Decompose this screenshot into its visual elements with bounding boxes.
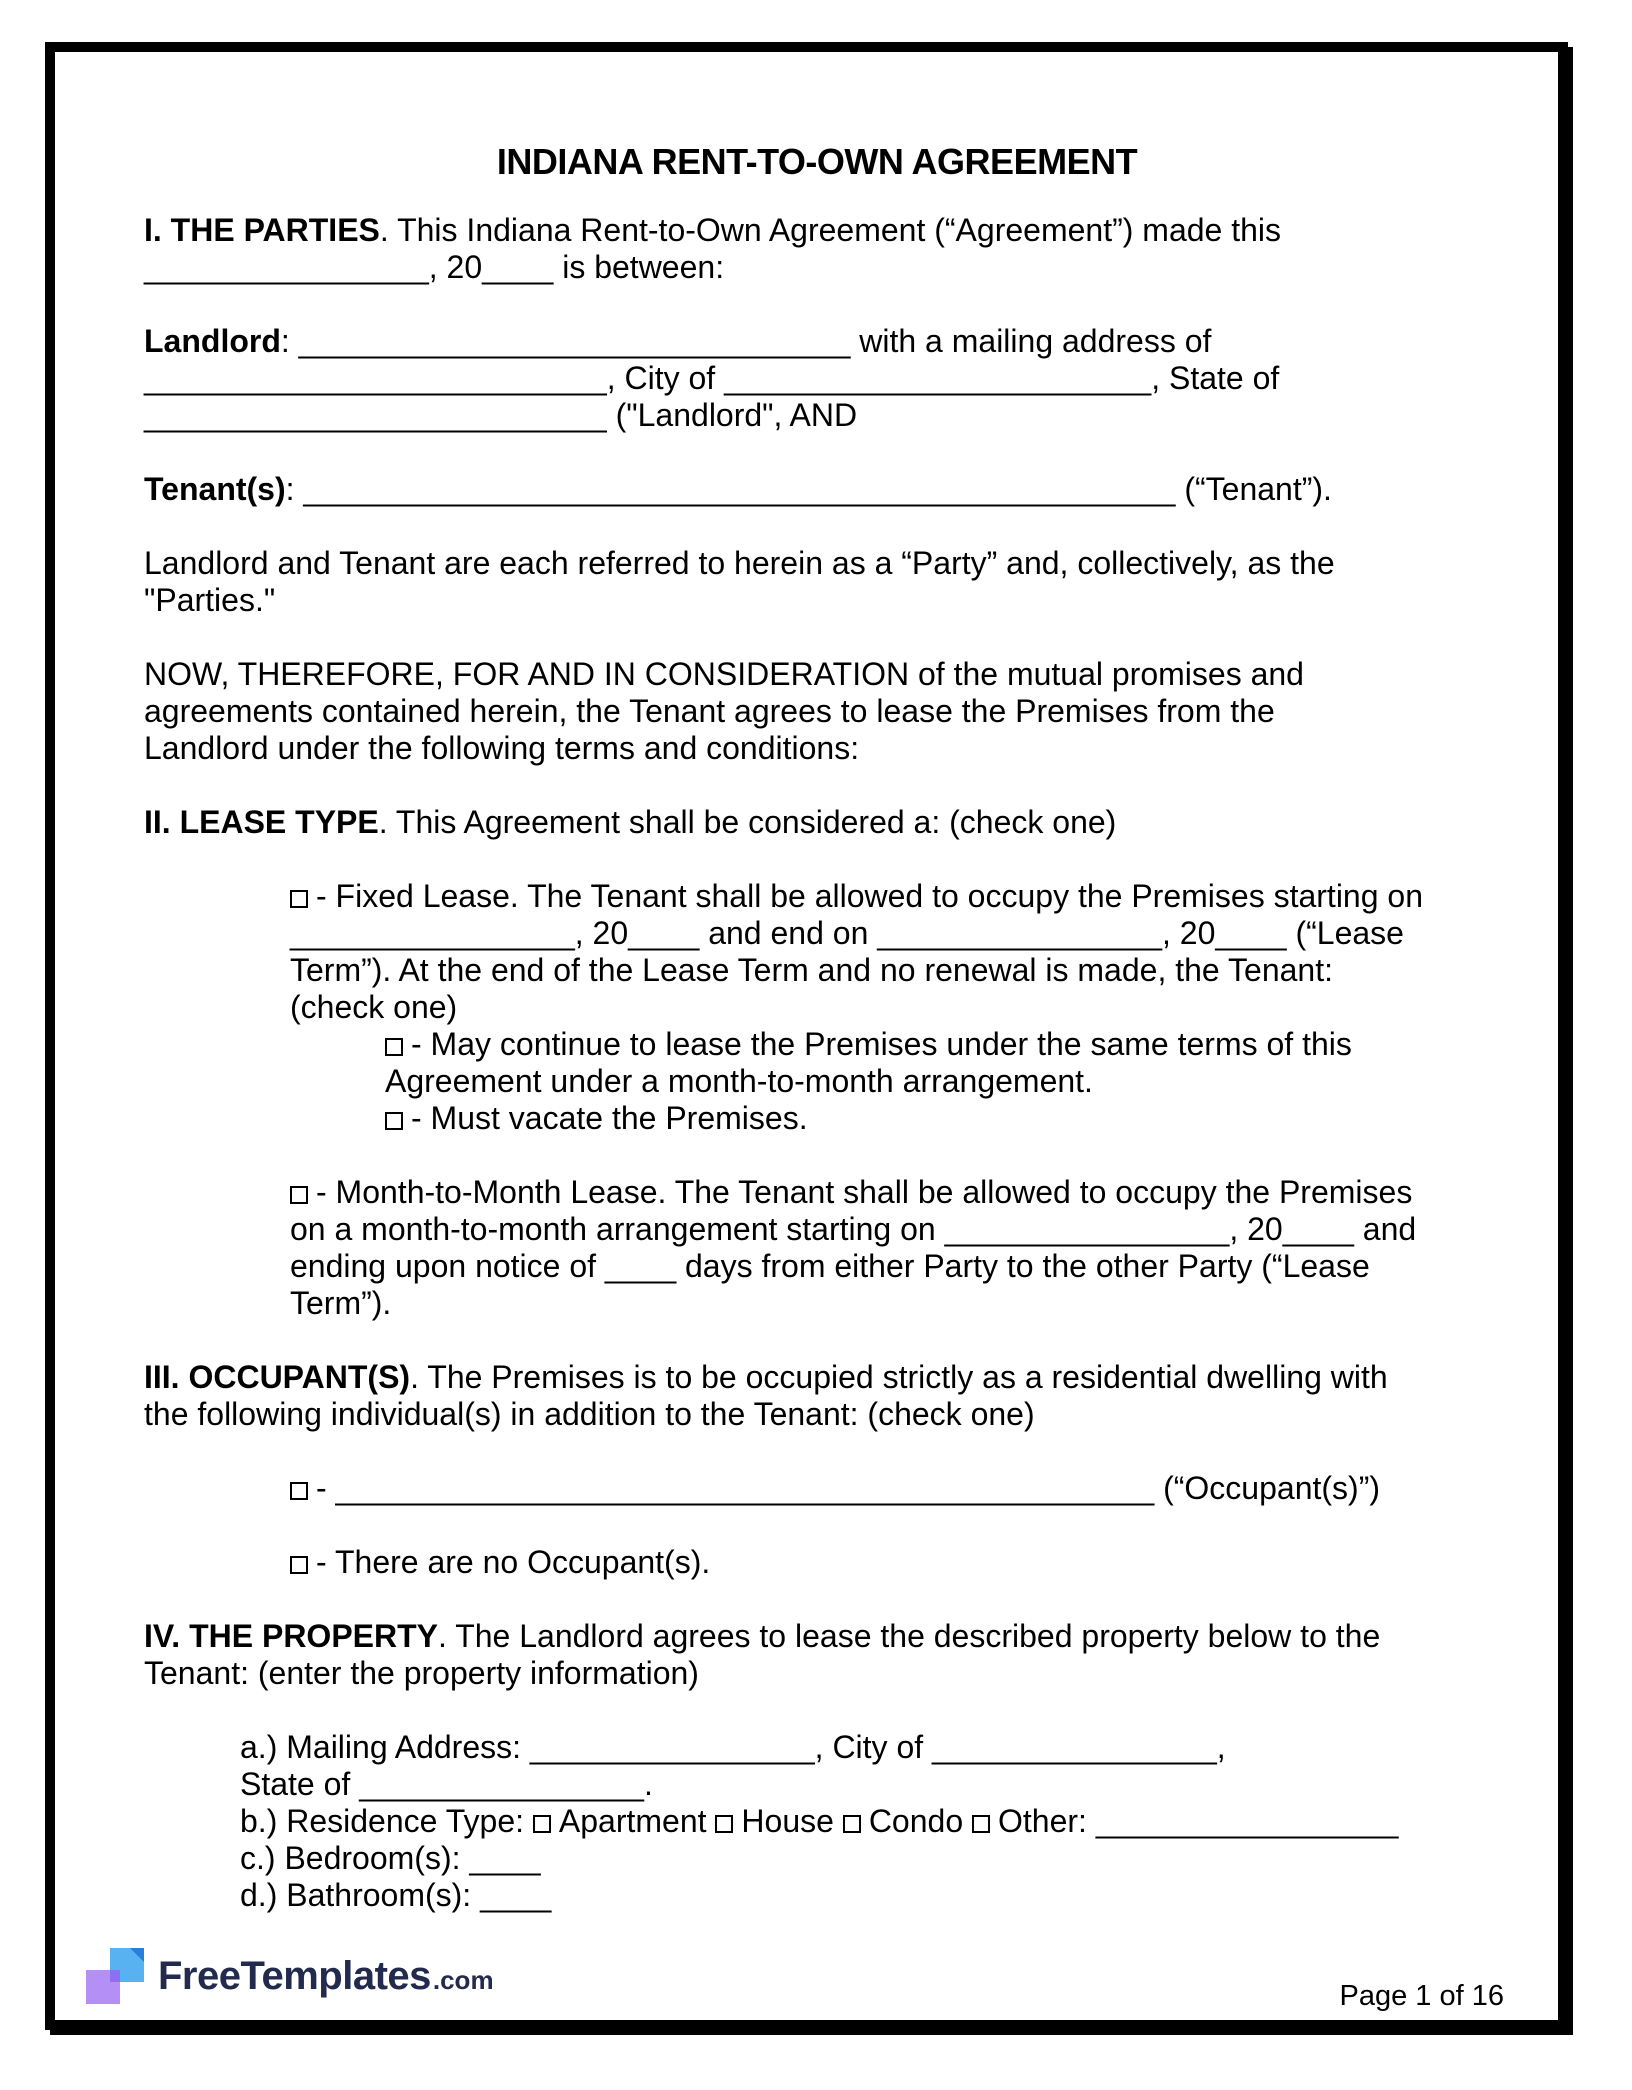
para-option-continue: - May continue to lease the Premises under the same terms of this Agreement under a month-to-month arrangement. [385, 1026, 1352, 1099]
checkbox-residence-condo[interactable] [843, 1815, 861, 1833]
para-property-details [240, 1729, 1490, 1914]
brand-name: FreeTemplates [158, 1953, 431, 1998]
section-parties-text: . This Indiana Rent-to-Own Agreement (“Agreement”) made this [379, 212, 1282, 248]
section-parties [144, 212, 1490, 286]
section-property-text: . The Landlord agrees to lease the described property below to the [438, 1618, 1381, 1654]
section-tenant [144, 471, 1490, 508]
para-parties-collective: Landlord and Tenant are each referred to herein as a “Party” and, collectively, as the "Parties." [144, 545, 1335, 618]
para-month-to-month: - Month-to-Month Lease. The Tenant shall be allowed to occupy the Premises on a month-to-month arrangement starting on ________________, 20____ and ending upon notice of ____ days from either Party to the other Party (“Lease Term”). [290, 1174, 1490, 1322]
page-number: Page 1 of 16 [1339, 1980, 1504, 2012]
logo-overlap-icon [110, 1970, 120, 1982]
landlord-state-blank-line: __________________________ ("Landlord", AND [144, 397, 858, 433]
brand-logo [86, 1948, 494, 2004]
para-consideration: NOW, THEREFORE, FOR AND IN CONSIDERATION of the mutual promises and agreements contained herein, the Tenant agrees to lease the Premises from the Landlord under the following terms and conditions: [144, 656, 1304, 766]
checkbox-occupants-named[interactable] [290, 1482, 308, 1500]
logo-fold-corner-icon [130, 1948, 144, 1962]
residence-other-blank: Other: _________________ [998, 1803, 1399, 1839]
tenant-label: Tenant(s) [144, 471, 286, 507]
section-property-heading: IV. THE PROPERTY [144, 1618, 438, 1654]
section-occupants: III. OCCUPANT(S). The Premises is to be occupied strictly as a residential dwelling with the following individual(s) in addition to the Tenant: (check one) [144, 1359, 1388, 1432]
property-item-a-state: State of ________________. [240, 1766, 653, 1802]
brand-tld: .com [432, 1964, 494, 1995]
para-fixed-lease: - Fixed Lease. The Tenant shall be allowed to occupy the Premises starting on ________________, 20____ and end on ________________, 20____ (“Lease Term”). At the end of the Lease Term and no renewal is made, the Tenant: (check one) [290, 878, 1490, 1026]
section-lease-type-heading: II. LEASE TYPE [144, 804, 379, 840]
checkbox-continue-month-to-month[interactable] [385, 1038, 403, 1056]
property-item-a: a.) Mailing Address: ________________, City of ________________, [240, 1729, 1226, 1765]
section-property: IV. THE PROPERTY. The Landlord agrees to lease the described property below to the Tenant: (enter the property information) [144, 1618, 1381, 1691]
section-parties-heading: I. THE PARTIES [144, 212, 380, 248]
page-title: INDIANA RENT-TO-OWN AGREEMENT [496, 141, 1138, 182]
checkbox-must-vacate[interactable] [385, 1112, 403, 1130]
occupant-names-blank: - ______________________________________________ (“Occupant(s)”) [316, 1470, 1380, 1506]
document-body [144, 140, 1490, 1951]
checkbox-residence-apartment[interactable] [533, 1815, 551, 1833]
checkbox-month-to-month-lease[interactable] [290, 1186, 308, 1204]
parties-date-blank-line: ________________, 20____ is between: [144, 249, 725, 285]
checkbox-fixed-lease[interactable] [290, 890, 308, 908]
para-option-vacate: - Must vacate the Premises. [385, 1100, 1490, 1137]
landlord-name-blank: : _______________________________ with a mailing address of [280, 323, 1212, 359]
property-item-c: c.) Bedroom(s): ____ [240, 1840, 541, 1876]
residence-type-label: b.) Residence Type: [240, 1803, 533, 1839]
property-item-b: b.) Residence Type: Apartment House Condo Other: _________________ [240, 1803, 1399, 1839]
para-no-occupants: - There are no Occupant(s). [290, 1544, 1490, 1581]
landlord-label: Landlord [144, 323, 281, 359]
checkbox-residence-house[interactable] [715, 1815, 733, 1833]
para-occupant-names [290, 1470, 1490, 1507]
section-occupants-text: . The Premises is to be occupied strictly as a residential dwelling with [410, 1359, 1388, 1395]
section-landlord [144, 323, 1490, 434]
checkbox-residence-other[interactable] [972, 1815, 990, 1833]
property-item-d: d.) Bathroom(s): ____ [240, 1877, 552, 1913]
landlord-address-blank-line: __________________________, City of ________________________, State of [144, 360, 1280, 396]
m2m-start-blank-line: on a month-to-month arrangement starting on ________________, 20____ and [290, 1211, 1417, 1247]
section-occupants-heading: III. OCCUPANT(S) [144, 1359, 411, 1395]
m2m-notice-blank-line: ending upon notice of ____ days from either Party to the other Party (“Lease [290, 1248, 1370, 1284]
freetemplates-logo-icon [86, 1948, 144, 2004]
section-lease-type-text: . This Agreement shall be considered a: (check one) [378, 804, 1117, 840]
checkbox-no-occupants[interactable] [290, 1556, 308, 1574]
tenant-name-blank: : _________________________________________________ (“Tenant”). [285, 471, 1332, 507]
fixed-lease-dates-blank-line: ________________, 20____ and end on ________________, 20____ (“Lease [290, 915, 1404, 951]
section-lease-type [144, 804, 1490, 841]
